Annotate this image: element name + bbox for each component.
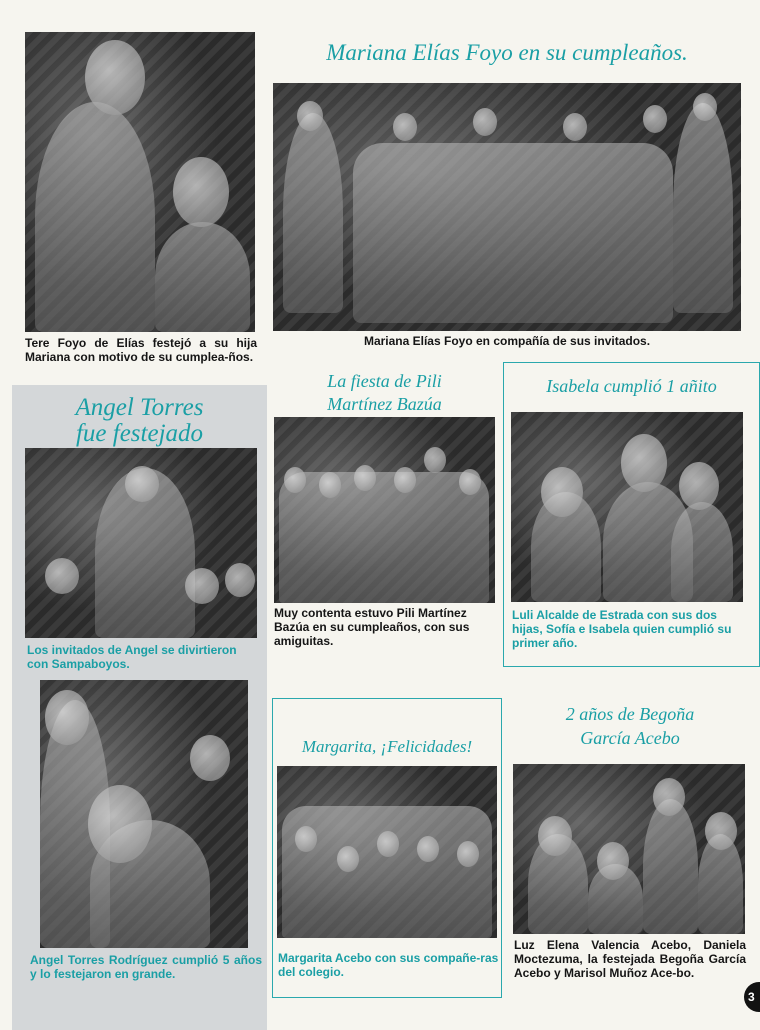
photo-begona	[513, 764, 745, 934]
photo-angel-clown	[25, 448, 257, 638]
page-number-badge: 3	[744, 982, 760, 1012]
photo-pili	[274, 417, 495, 603]
caption-tere: Tere Foyo de Elías festejó a su hija Mariana con motivo de su cumplea-ños.	[25, 336, 257, 364]
photo-tere-mariana	[25, 32, 255, 332]
title-margarita: Margarita, ¡Felicidades!	[301, 737, 473, 756]
photo-mariana-group	[273, 83, 741, 331]
photo-margarita	[277, 766, 497, 938]
title-begona-line2: García Acebo	[580, 728, 680, 748]
caption-margarita: Margarita Acebo con sus compañe-ras del colegio.	[278, 951, 499, 979]
title-pili-line2: Martínez Bazúa	[327, 394, 442, 414]
photo-isabela	[511, 412, 743, 602]
caption-angel-torres: Angel Torres Rodríguez cumplió 5 años y lo festejaron en grande.	[30, 953, 262, 981]
photo-angel-torres	[40, 680, 248, 948]
title-angel-line1: Angel Torres	[75, 394, 204, 421]
caption-luli: Luli Alcalde de Estrada con sus dos hijas, Sofía e Isabela quien cumplió su primer año.	[512, 608, 732, 650]
title-begona-line1: 2 años de Begoña	[565, 704, 695, 724]
caption-mariana-group: Mariana Elías Foyo en compañía de sus invitados.	[363, 334, 651, 348]
caption-pili: Muy contenta estuvo Pili Martínez Bazúa en su cumpleaños, con sus amiguitas.	[274, 606, 470, 648]
title-angel-line2: fue festejado	[75, 420, 204, 447]
title-mariana: Mariana Elías Foyo en su cumpleaños.	[326, 40, 688, 65]
title-pili-line1: La fiesta de Pili	[327, 371, 442, 391]
caption-begona: Luz Elena Valencia Acebo, Daniela Moctezuma, la festejada Begoña García Acebo y Marisol Muñoz Ace-bo.	[514, 938, 746, 980]
title-isabela: Isabela cumplió 1 añito	[546, 376, 717, 396]
caption-angel-invitados: Los invitados de Angel se divirtieron con Sampaboyos.	[27, 643, 237, 671]
